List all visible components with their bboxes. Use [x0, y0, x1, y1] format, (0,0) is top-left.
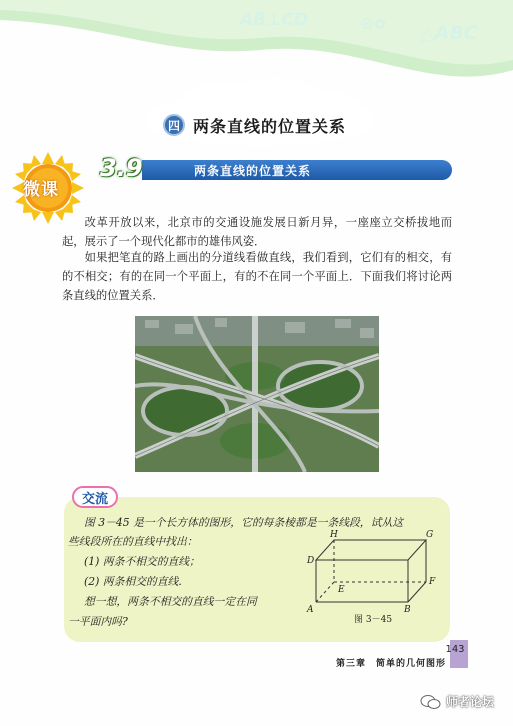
exchange-item-2: (2) 两条相交的直线．: [84, 575, 190, 588]
exchange-text-line: 图 3－45 是一个长方体的图形，它的每条棱都是一条线段，试从这: [84, 516, 403, 529]
vertex-label: A: [307, 605, 314, 615]
cuboid-figure: [298, 526, 446, 626]
exchange-text-line: 些线段所在的直线中找出：: [68, 535, 198, 548]
page-number: 143: [445, 644, 465, 655]
chapter-footer: 第三章 简单的几何图形: [336, 659, 447, 669]
micro-lesson-badge[interactable]: 微课: [23, 180, 59, 200]
figure-caption: 图 3－45: [354, 615, 393, 625]
lesson-banner: [100, 154, 452, 182]
lesson-number: 3.9: [100, 154, 143, 182]
vertex-label: G: [426, 530, 434, 540]
paragraph-lines: 如果把笔直的路上画出的分道线看做直线，我们看到，它们有的相交，有的不相交；有的在同一个平面上，有的不在同一个平面上．下面我们将讨论两条直线的位置关系．: [62, 251, 452, 302]
vertex-label: D: [307, 556, 315, 566]
exchange-tag: 交流: [72, 486, 118, 508]
section-number-badge: 四: [163, 114, 185, 136]
section-title: 两条直线的位置关系: [193, 116, 347, 136]
header-decoration-perpendicular: AB⊥CD: [240, 10, 309, 30]
vertex-label: B: [404, 605, 411, 615]
paragraph-intro: 改革开放以来，北京市的交通设施发展日新月异，一座座立交桥拔地而起，展示了一个现代化都市的雄伟风姿．: [62, 216, 452, 248]
page-number-box: [445, 640, 468, 668]
vertex-label: H: [330, 530, 338, 540]
exchange-item-1: (1) 两条不相交的直线；: [84, 555, 200, 568]
lesson-title: 两条直线的位置关系: [194, 164, 312, 178]
watermark: [420, 693, 494, 710]
exchange-question: 想一想，两条不相交的直线一定在同: [84, 595, 257, 608]
header-decoration-triangle: △ABC: [420, 22, 478, 44]
exchange-question-cont: 一平面内吗?: [68, 615, 128, 628]
vertex-label: F: [429, 577, 436, 587]
header-decoration-circle: ⊙o: [360, 14, 386, 34]
overpass-photo: [135, 316, 379, 472]
wechat-icon: [420, 694, 442, 710]
watermark-text: 师者论坛: [446, 695, 495, 709]
vertex-label: E: [338, 585, 345, 595]
section-heading: [163, 112, 346, 138]
